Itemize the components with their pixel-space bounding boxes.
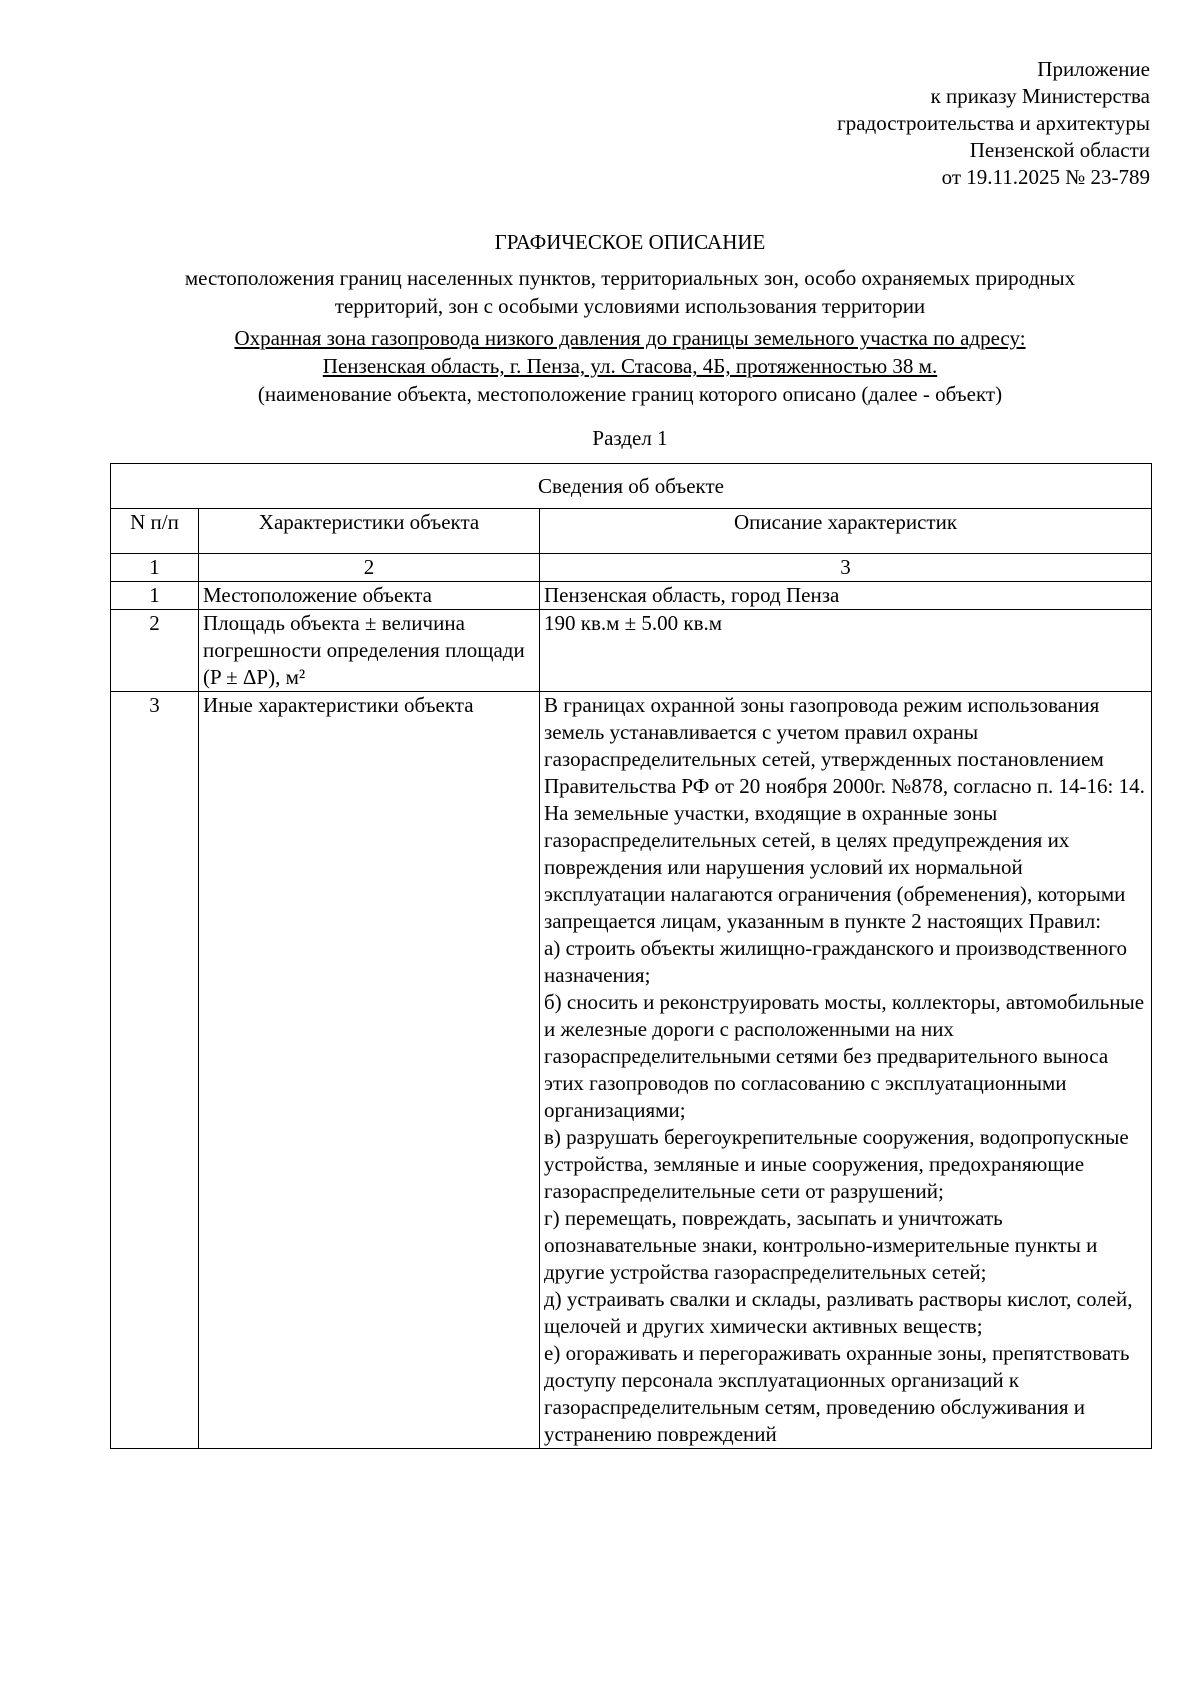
description-paragraph: д) устраивать свалки и склады, разливать растворы кислот, солей, щелочей и других химически активных веществ; (544, 1287, 1133, 1338)
row-number: 1 (111, 582, 199, 610)
row-description (540, 692, 1152, 1449)
object-name-line: Пензенская область, г. Пенза, ул. Стасова, 4Б, протяженностью 38 м. (322, 354, 938, 378)
description-paragraph: в) разрушать берегоукрепительные сооружения, водопропускные устройства, земляные и иные сооружения, предохраняющие газораспределительные сети от разрушений; (544, 1125, 1129, 1203)
object-info-table (110, 463, 1152, 1449)
appendix-line: от 19.11.2025 № 23-789 (941, 165, 1150, 189)
table-row (111, 692, 1152, 1449)
header-characteristic: Характеристики объекта (199, 509, 540, 554)
description-paragraph: б) сносить и реконструировать мосты, коллекторы, автомобильные и железные дороги с расположенными на них газораспределительными сетями без предварительного выноса этих газопроводов по согласованию с эксплуатационными организациями; (544, 990, 1145, 1122)
description-paragraph: В границах охранной зоны газопровода режим использования земель устанавливается с учетом правил охраны газораспределительных сетей, утвержденных постановлением Правительства РФ от 20 ноября 2000г. №878, согласно п. 14-16: 14. На земельные участки, входящие в охранные зоны газораспределительных сетей, в целях предупреждения их повреждения или нарушения условий их нормальной эксплуатации налагаются ограничения (обременения), которыми запрещается лицам, указанным в пункте 2 настоящих Правил: (544, 693, 1145, 933)
table-row (111, 610, 1152, 692)
appendix-header (837, 56, 1150, 191)
row-characteristic: Иные характеристики объекта (199, 692, 540, 1449)
row-number: 3 (111, 692, 199, 1449)
description-paragraph: а) строить объекты жилищно-гражданского и производственного назначения; (544, 936, 1128, 987)
section-label: Раздел 1 (592, 426, 668, 450)
row-number: 2 (111, 610, 199, 692)
column-number: 1 (111, 554, 199, 582)
row-characteristic: Местоположение объекта (199, 582, 540, 610)
object-name (110, 324, 1150, 380)
row-description (540, 582, 1152, 610)
object-name-line: Охранная зона газопровода низкого давления до границы земельного участка по адресу: (234, 326, 1026, 350)
appendix-line: Пензенской области (969, 138, 1150, 162)
subtitle-line: местоположения границ населенных пунктов, территориальных зон, особо охраняемых природных (184, 266, 1076, 290)
appendix-line: Приложение (1037, 57, 1150, 81)
description-paragraph: 190 кв.м ± 5.00 кв.м (544, 611, 723, 635)
header-number: N п/п (111, 509, 199, 554)
header-description: Описание характеристик (540, 509, 1152, 554)
column-number: 3 (540, 554, 1152, 582)
description-paragraph: е) огораживать и перегораживать охранные зоны, препятствовать доступу персонала эксплуатационных организаций к газораспределительным сетям, проведению обслуживания и устранению повреждений (544, 1341, 1130, 1446)
appendix-line: градостроительства и архитектуры (837, 111, 1150, 135)
table-row (111, 582, 1152, 610)
document-subtitle (110, 264, 1150, 320)
document-title: ГРАФИЧЕСКОЕ ОПИСАНИЕ (494, 230, 766, 254)
subtitle-line: территорий, зон с особыми условиями использования территории (334, 294, 926, 318)
object-note: (наименование объекта, местоположение границ которого описано (далее - объект) (257, 382, 1003, 406)
title-block (110, 229, 1150, 408)
row-characteristic: Площадь объекта ± величина погрешности определения площади (P ± ΔP), м² (199, 610, 540, 692)
table-caption: Сведения об объекте (111, 464, 1152, 509)
appendix-line: к приказу Министерства (930, 84, 1150, 108)
row-description (540, 610, 1152, 692)
column-number: 2 (199, 554, 540, 582)
description-paragraph: г) перемещать, повреждать, засыпать и уничтожать опознавательные знаки, контрольно-измерительные пункты и другие устройства газораспределительных сетей; (544, 1206, 1098, 1284)
description-paragraph: Пензенская область, город Пенза (544, 583, 840, 607)
